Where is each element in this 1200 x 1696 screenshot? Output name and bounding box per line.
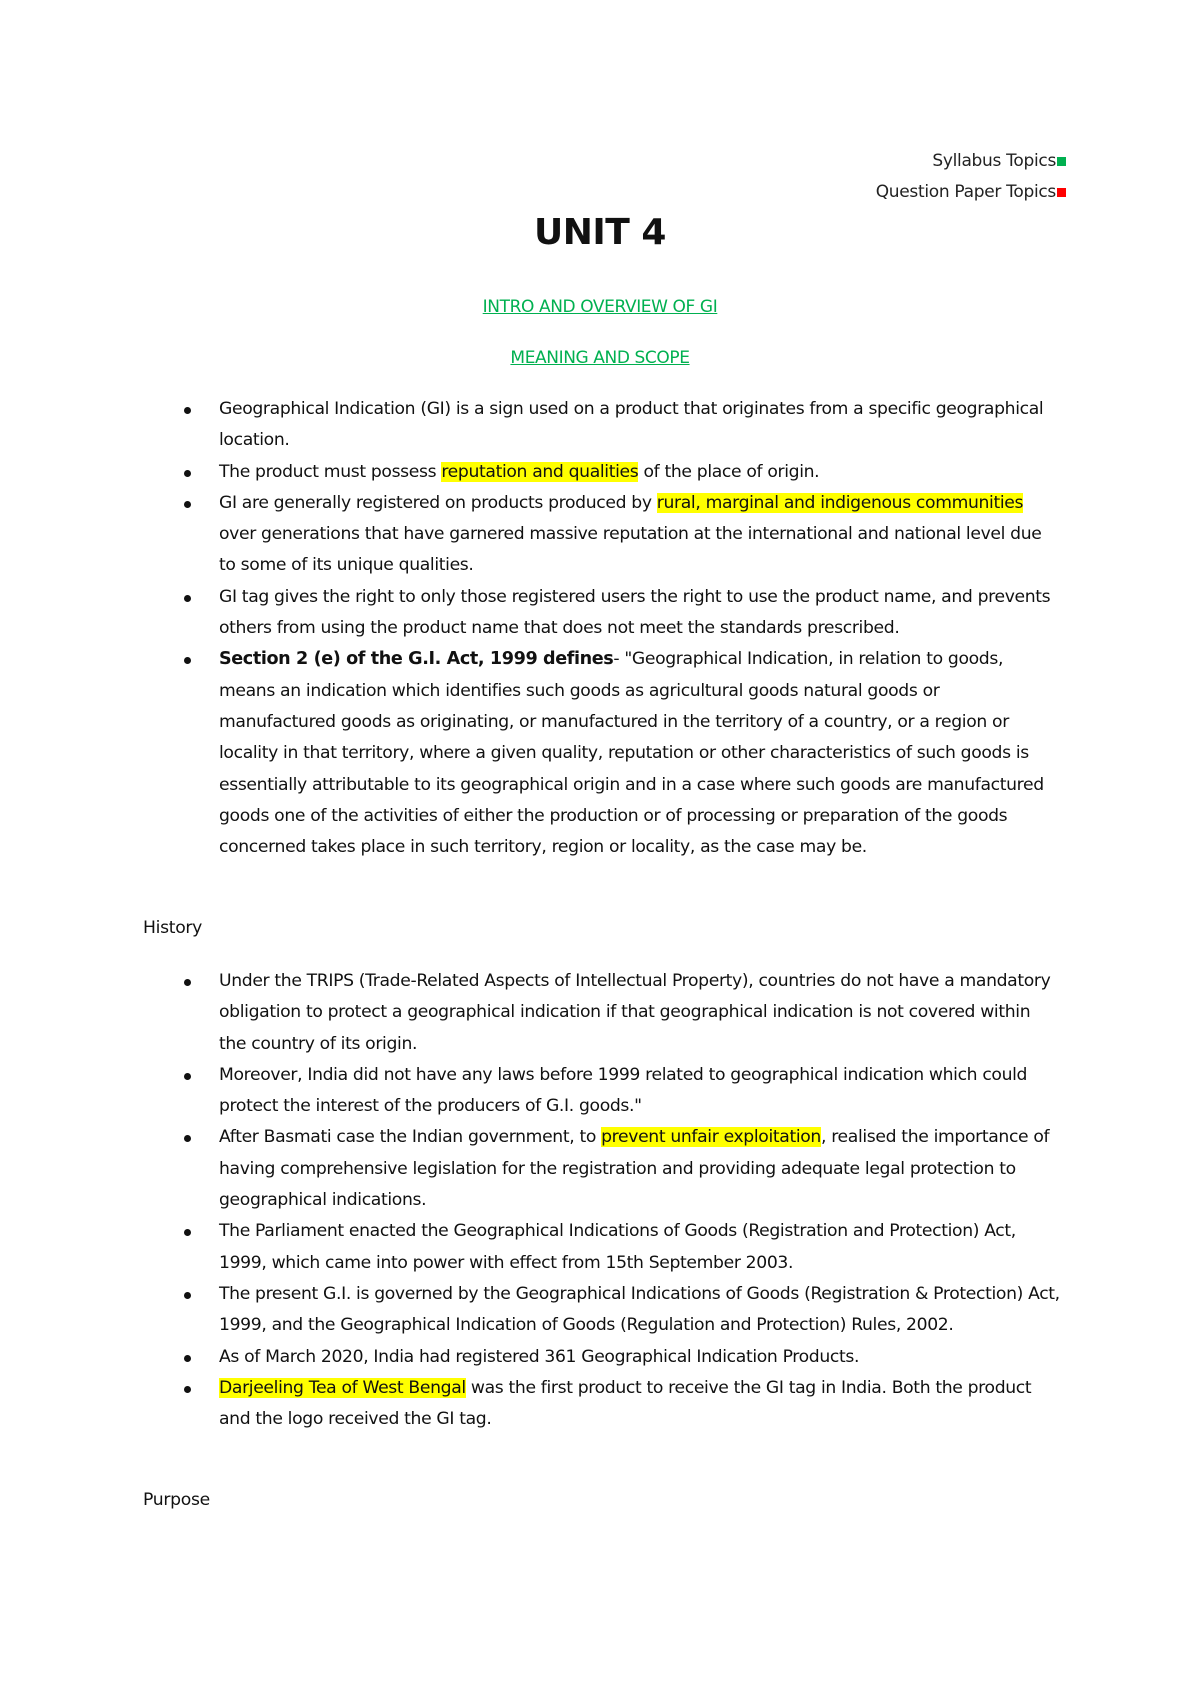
bullet-icon [184,1292,191,1299]
list-item [0,394,1200,457]
bullet-icon [184,1073,191,1080]
list-item [0,1342,1200,1373]
bullet-text: was the first product to receive the GI tag in India. Both the product and the logo received the GI tag. [219,1377,1032,1430]
purpose-label: Purpose [143,1490,210,1510]
legend-question-paper [876,182,1066,202]
bullet-icon [184,1386,191,1393]
list-item [0,1122,1200,1216]
bullet-icon [184,1355,191,1362]
heading-meaning-scope: MEANING AND SCOPE [510,348,690,368]
highlighted-text: Darjeeling Tea of West Bengal [219,1377,466,1398]
list-item [0,1060,1200,1123]
legend-syllabus-swatch [1057,157,1066,166]
bullet-icon [184,657,191,664]
legend-question-label: Question Paper Topics [875,182,1056,202]
bullet-text: As of March 2020, India had registered 361 Geographical Indication Products. [219,1346,860,1367]
legend-syllabus [932,151,1066,171]
bullet-icon [184,595,191,602]
bullet-text: Geographical Indication (GI) is a sign used on a product that originates from a specific geographical location. [219,399,1044,451]
bullet-text: Moreover, India did not have any laws before 1999 related to geographical indication which could protect the interest of the producers of G.I. goods." [219,1064,1028,1117]
bullet-text: of the place of origin. [638,461,820,482]
bullet-icon [184,1135,191,1142]
bullet-icon [184,501,191,508]
bullet-text: After Basmati case the Indian government, to [219,1127,602,1148]
list-item [0,582,1200,645]
bullet-icon [184,470,191,477]
heading-intro-overview: INTRO AND OVERVIEW OF GI [482,297,718,317]
bullet-text: The present G.I. is governed by the Geographical Indications of Goods (Registration & Protection) Act, 1999, and the Geographical Indication of Goods (Regulation and Protection) Rules, 2002. [219,1283,1060,1336]
bullet-text: - "Geographical Indication, in relation to goods, means an indication which identifies such goods as agricultural goods natural goods or manufactured goods as originating, or manufactured in the territory of a country, or a region or locality in that territory, where a given quality, reputation or other characteristics of such goods is essentially attributable to its geographical origin and in a case where such goods are manufactured goods one of the activities of either the production or of processing or preparation of the goods concerned takes place in such territory, region or locality, as the case may be. [219,649,1044,858]
bullet-text: The product must possess [219,461,442,482]
bullet-icon [184,407,191,414]
history-bullet-list [0,966,1200,1435]
list-item [0,457,1200,488]
bullet-text: GI are generally registered on products produced by [219,492,657,513]
legend-question-swatch [1057,188,1066,197]
bullet-text: The Parliament enacted the Geographical Indications of Goods (Registration and Protection) Act, 1999, which came into power with effect from 15th September 2003. [219,1221,1016,1273]
bullet-text: GI tag gives the right to only those registered users the right to use the product name, and prevents others from using the product name that does not meet the standards prescribed. [219,586,1051,639]
highlighted-text: reputation and qualities [441,461,639,482]
list-item [0,1373,1200,1436]
bullet-icon [184,979,191,986]
highlighted-text: prevent unfair exploitation [601,1127,821,1148]
history-label: History [143,918,203,938]
bullet-text: , realised the importance of having comprehensive legislation for the registration and providing adequate legal protection to geographical indications. [219,1127,1050,1211]
meaning-bullet-list [0,394,1200,863]
bullet-bold-lead: Section 2 (e) of the G.I. Act, 1999 defines [219,649,614,670]
bullet-text: over generations that have garnered massive reputation at the international and national level due to some of its unique qualities. [219,524,1042,576]
list-item [0,488,1200,582]
bullet-icon [184,1229,191,1236]
unit-title: UNIT 4 [534,212,666,253]
list-item [0,1216,1200,1279]
legend-syllabus-label: Syllabus Topics [932,151,1056,171]
list-item [0,1279,1200,1342]
list-item [0,966,1200,1060]
bullet-text: Under the TRIPS (Trade-Related Aspects of Intellectual Property), countries do not have a mandatory obligation to protect a geographical indication if that geographical indication is not covered within the country of its origin. [219,971,1051,1054]
highlighted-text: rural, marginal and indigenous communities [656,492,1024,513]
list-item [0,644,1200,863]
